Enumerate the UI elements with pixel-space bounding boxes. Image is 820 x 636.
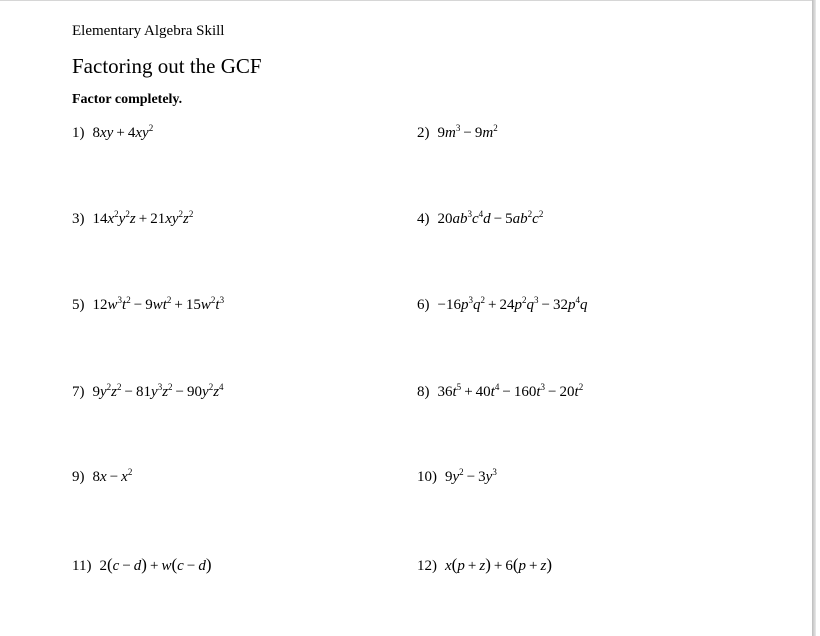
problem-item bbox=[417, 467, 497, 485]
problem-expression: $12w^3t^2 - 9wt^2 + 15w^2t^3$ bbox=[92, 295, 225, 313]
problem-item bbox=[72, 209, 194, 227]
problem-expression: $8x - x^2$ bbox=[92, 467, 133, 485]
worksheet-subject: Elementary Algebra Skill bbox=[72, 23, 225, 39]
problem-expression: $36t^5 + 40t^4 - 160t^3 - 20t^2$ bbox=[437, 382, 584, 400]
problem-number: 8) bbox=[417, 384, 430, 400]
worksheet-instruction: Factor completely. bbox=[72, 92, 183, 107]
page-right-edge bbox=[812, 0, 816, 636]
problem-number: 9) bbox=[72, 469, 85, 485]
problem-item bbox=[417, 556, 552, 574]
problem-number: 5) bbox=[72, 297, 85, 313]
problem-item bbox=[417, 209, 544, 227]
problem-number: 3) bbox=[72, 211, 85, 227]
problem-number: 6) bbox=[417, 297, 430, 313]
problem-number: 10) bbox=[417, 469, 437, 485]
problem-expression: $9y^2z^2 - 81y^3z^2 - 90y^2z^4$ bbox=[92, 382, 224, 400]
problem-number: 2) bbox=[417, 125, 430, 141]
problem-item bbox=[72, 556, 212, 574]
problem-item bbox=[72, 382, 224, 400]
problem-number: 11) bbox=[72, 558, 92, 574]
problem-item bbox=[417, 123, 498, 141]
problem-number: 4) bbox=[417, 211, 430, 227]
problem-expression: x(p + z) + 6(p + z) bbox=[445, 555, 553, 574]
problem-item bbox=[72, 123, 154, 141]
problem-number: 12) bbox=[417, 558, 437, 574]
problem-expression: $20ab^3c^4d - 5ab^2c^2$ bbox=[437, 209, 544, 227]
problem-expression: $9m^3 - 9m^2$ bbox=[437, 123, 498, 141]
problem-number: 1) bbox=[72, 125, 85, 141]
page-top-edge bbox=[0, 0, 816, 1]
problem-expression: $-16p^3q^2 + 24p^2q^3 - 32p^4q$ bbox=[437, 295, 588, 313]
problem-number: 7) bbox=[72, 384, 85, 400]
problem-item bbox=[417, 295, 588, 313]
problem-item bbox=[72, 467, 133, 485]
problem-expression: 2(c − d) + w(c − d) bbox=[99, 555, 212, 574]
problem-expression: $8xy + 4xy^2$ bbox=[92, 123, 154, 141]
problem-item bbox=[72, 295, 225, 313]
problem-expression: $14x^2y^2z + 21xy^2z^2$ bbox=[92, 209, 194, 227]
problem-expression: $9y^2 - 3y^3$ bbox=[445, 467, 497, 485]
worksheet-title: Factoring out the GCF bbox=[72, 54, 262, 78]
problem-item bbox=[417, 382, 584, 400]
